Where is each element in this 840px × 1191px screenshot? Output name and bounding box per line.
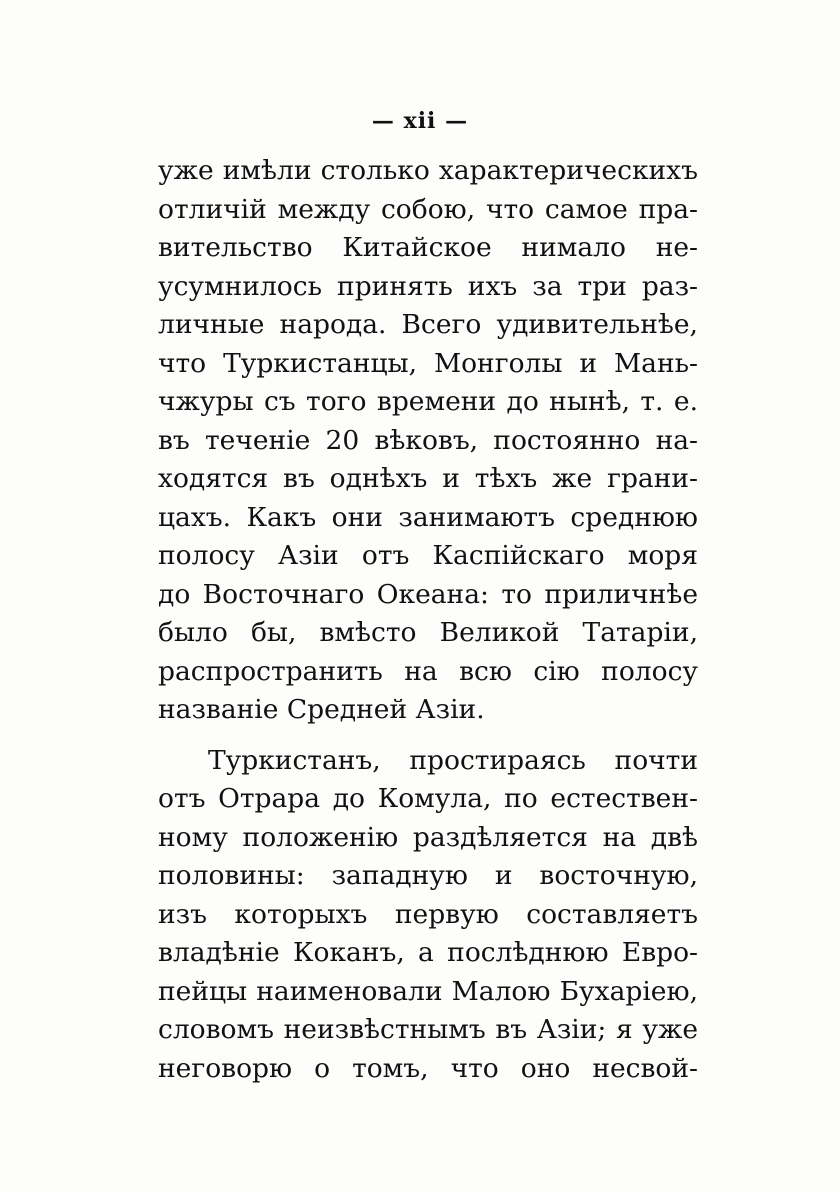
text-line: усумнилось принять ихъ за три раз- [158, 270, 698, 302]
text-line: распространить на всю сію полосу [158, 655, 698, 687]
text-line: названіе Средней Азіи. [158, 694, 485, 725]
text-line: владѣніе Коканъ, а послѣднюю Евро- [158, 937, 698, 968]
text-line: было бы, вмѣсто Великой Татаріи, [158, 617, 698, 648]
text-line: ному положенію раздѣляется на двѣ [158, 821, 698, 853]
text-line: словомъ неизвѣстнымъ въ Азіи; я уже [158, 1014, 698, 1045]
text-line: въ теченіе 20 вѣковъ, постоянно на- [158, 424, 698, 456]
text-line: полосу Азіи отъ Каспійскаго моря [158, 540, 698, 571]
body-text [158, 152, 698, 1088]
text-line: Туркистанъ, простираясь почти [208, 744, 698, 776]
text-line: что Туркистанцы, Монголы и Мань- [158, 347, 698, 379]
paragraph-1 [158, 152, 698, 730]
paragraph-2 [158, 742, 698, 1089]
text-line: до Восточнаго Океана: то приличнѣе [158, 578, 698, 610]
paragraph-gap [158, 730, 698, 742]
text-line: ходятся въ однѣхъ и тѣхъ же грани- [158, 463, 698, 494]
text-line: неговорю о томъ, что оно несвой- [158, 1052, 698, 1084]
text-line: чжуры съ того времени до нынѣ, т. е. [158, 386, 698, 417]
text-line: пейцы наименовали Малою Бухаріею, [158, 975, 698, 1007]
text-line: вительство Китайское нимало не- [158, 232, 698, 263]
text-line: отъ Отрара до Комула, по естествен- [158, 783, 698, 814]
text-line: уже имѣли столько характерическихъ [158, 155, 698, 186]
text-line: цахъ. Какъ они занимаютъ среднюю [158, 501, 698, 533]
text-line: личные народа. Всего удивительнѣе, [158, 309, 698, 340]
text-line: изъ которыхъ первую составляетъ [158, 898, 698, 930]
page-number: — xii — [371, 108, 469, 134]
text-line: половины: западную и восточную, [158, 860, 698, 891]
text-line: отличій между собою, что самое пра- [158, 193, 698, 225]
